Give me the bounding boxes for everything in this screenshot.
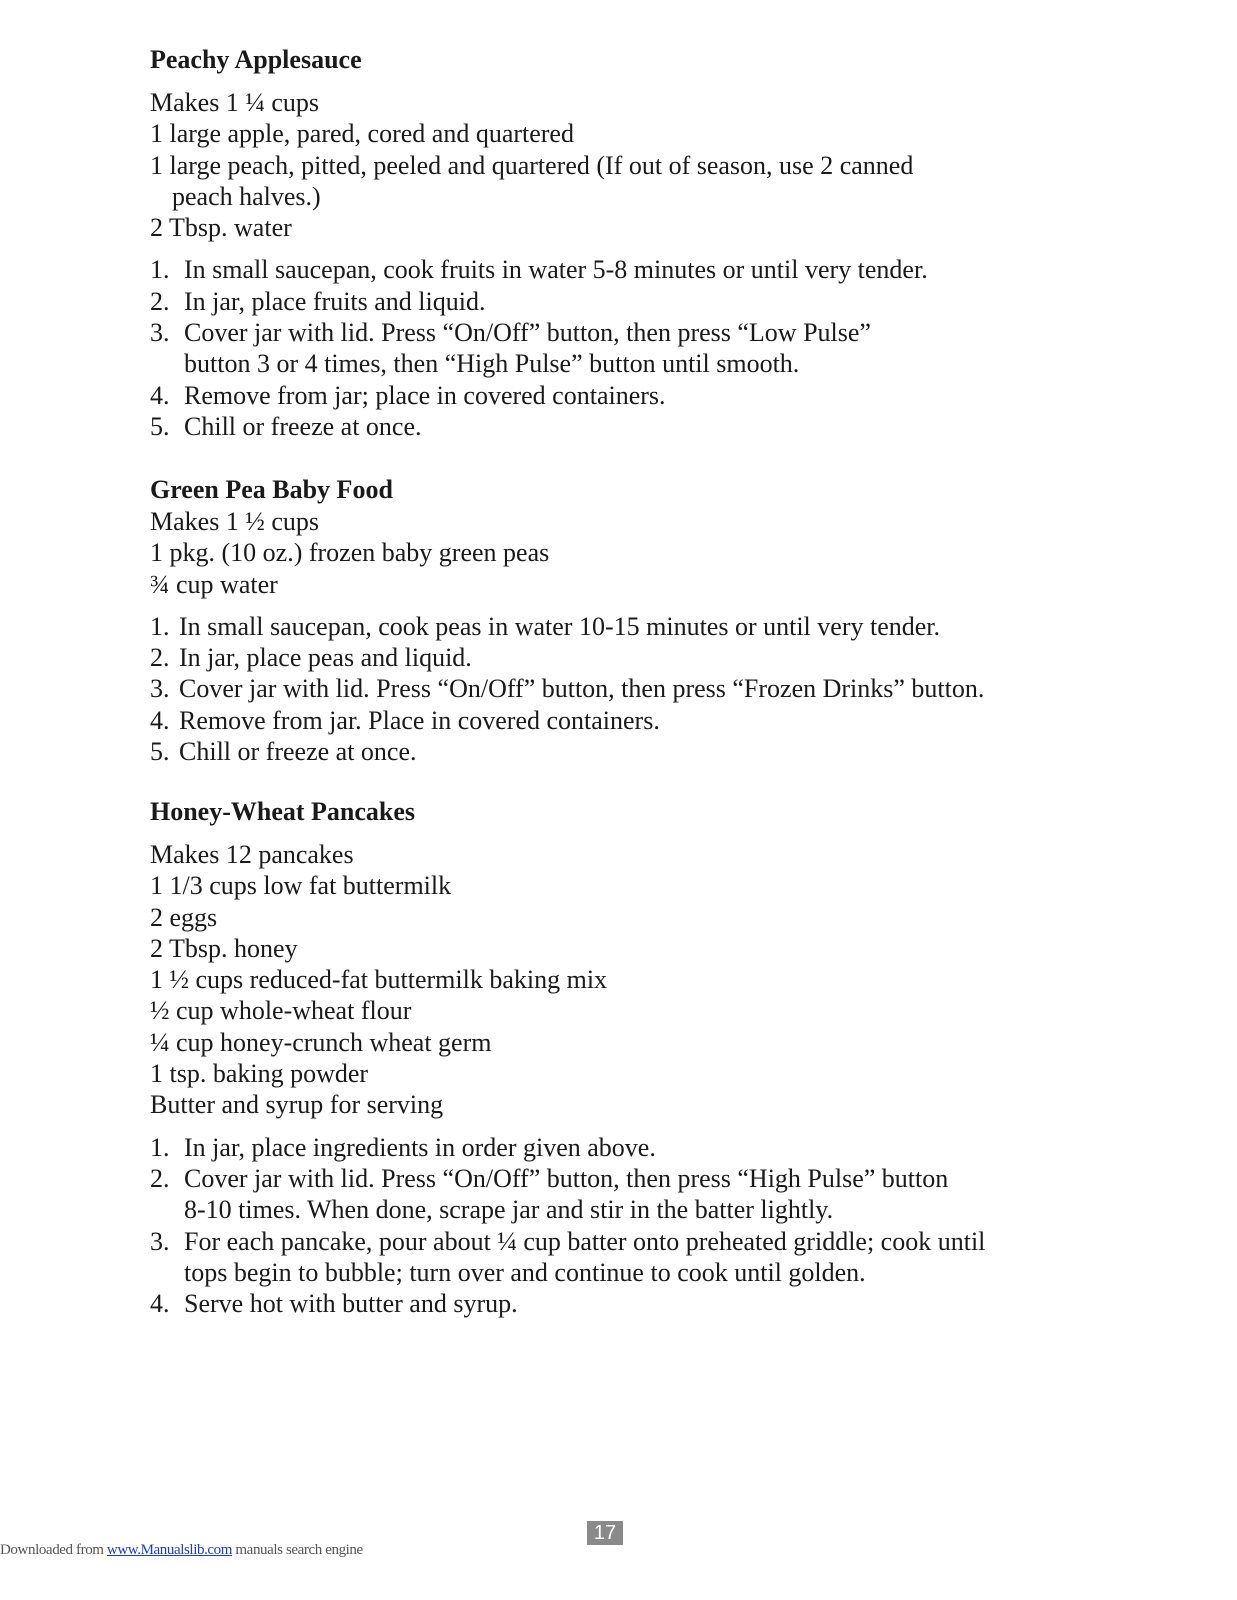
ingredient: 2 eggs	[150, 902, 218, 932]
step-text: Cover jar with lid. Press “On/Off” button, then press “High Pulse” button	[184, 1163, 949, 1193]
step-text: 8-10 times. When done, scrape jar and stir in the batter lightly.	[184, 1195, 834, 1225]
step	[150, 286, 1090, 317]
step	[150, 642, 1090, 673]
step	[150, 1163, 1090, 1194]
step-number: 2.	[150, 286, 170, 316]
step-text: button 3 or 4 times, then “High Pulse” button until smooth.	[184, 349, 800, 379]
step	[150, 317, 1090, 348]
step-number: 5.	[150, 737, 170, 767]
recipe-yield: Makes 12 pancakes	[150, 840, 354, 869]
step-text: In jar, place ingredients in order given above.	[184, 1132, 656, 1162]
step	[150, 736, 1090, 767]
step-text: Chill or freeze at once.	[179, 737, 417, 767]
page-number: 17	[587, 1521, 623, 1545]
ingredient: ¼ cup honey-crunch wheat germ	[150, 1027, 492, 1057]
recipe-peachy-applesauce	[150, 44, 1090, 442]
recipe-honey-wheat-pancakes	[150, 796, 1090, 1319]
step-text: In small saucepan, cook fruits in water 5-8 minutes or until very tender.	[184, 255, 928, 285]
recipe-title: Honey-Wheat Pancakes	[150, 797, 416, 826]
step-text: In jar, place fruits and liquid.	[184, 286, 486, 316]
ingredient: 2 Tbsp. water	[150, 213, 292, 243]
step	[150, 380, 1090, 411]
step	[150, 411, 1090, 442]
step-continuation	[150, 1194, 1090, 1225]
step-text: Cover jar with lid. Press “On/Off” button, then press “Low Pulse”	[184, 318, 871, 348]
step-number: 3.	[150, 674, 170, 704]
recipe-title: Peachy Applesauce	[150, 45, 362, 74]
step-number: 4.	[150, 380, 170, 410]
step-text: Cover jar with lid. Press “On/Off” button, then press “Frozen Drinks” button.	[179, 674, 985, 704]
step-number: 3.	[150, 318, 170, 348]
step	[150, 1226, 1090, 1257]
step	[150, 1288, 1090, 1319]
step-text: In jar, place peas and liquid.	[179, 643, 472, 673]
ingredient-continuation: peach halves.)	[172, 181, 321, 211]
ingredient: 1 large apple, pared, cored and quartered	[150, 119, 574, 149]
ingredient: 1 ½ cups reduced-fat buttermilk baking mix	[150, 965, 608, 995]
step-number: 2.	[150, 1163, 170, 1193]
ingredient: 2 Tbsp. honey	[150, 933, 298, 963]
step-continuation	[150, 1257, 1090, 1288]
footer-suffix: manuals search engine	[232, 1542, 363, 1558]
download-footer	[0, 1542, 363, 1559]
step-text: Remove from jar; place in covered containers.	[184, 380, 666, 410]
recipe-yield: Makes 1 ½ cups	[150, 507, 319, 536]
step	[150, 705, 1090, 736]
step-number: 1.	[150, 255, 170, 285]
step	[150, 1132, 1090, 1163]
recipe-yield: Makes 1 ¼ cups	[150, 88, 319, 117]
step-text: In small saucepan, cook peas in water 10-15 minutes or until very tender.	[179, 611, 941, 641]
step-text: For each pancake, pour about ¼ cup batter onto preheated griddle; cook until	[184, 1226, 986, 1256]
step-text: Chill or freeze at once.	[184, 411, 422, 441]
step-number: 5.	[150, 411, 170, 441]
step-text: Serve hot with butter and syrup.	[184, 1289, 518, 1319]
recipe-green-pea-baby-food	[150, 474, 1090, 767]
step	[150, 673, 1090, 704]
ingredient: Butter and syrup for serving	[150, 1090, 444, 1120]
step-number: 4.	[150, 705, 170, 735]
step-number: 1.	[150, 611, 170, 641]
recipe-title: Green Pea Baby Food	[150, 475, 393, 504]
step	[150, 254, 1090, 285]
manualslib-link[interactable]: www.Manualslib.com	[106, 1542, 233, 1558]
step-list	[150, 1132, 1090, 1320]
footer-prefix: Downloaded from	[0, 1542, 107, 1558]
step-number: 1.	[150, 1132, 170, 1162]
step-number: 2.	[150, 643, 170, 673]
ingredient: 1 large peach, pitted, peeled and quartered (If out of season, use 2 canned	[150, 150, 914, 180]
step-continuation	[150, 348, 1090, 379]
ingredient: ½ cup whole-wheat flour	[150, 996, 412, 1026]
ingredient: 1 1/3 cups low fat buttermilk	[150, 871, 452, 901]
step-list	[150, 611, 1090, 767]
step-number: 4.	[150, 1289, 170, 1319]
step-text: Remove from jar. Place in covered containers.	[179, 705, 660, 735]
step-text: tops begin to bubble; turn over and continue to cook until golden.	[184, 1257, 866, 1287]
step	[150, 611, 1090, 642]
step-list	[150, 254, 1090, 442]
ingredient: 1 tsp. baking powder	[150, 1059, 369, 1089]
ingredient: ¾ cup water	[150, 569, 278, 599]
step-number: 3.	[150, 1226, 170, 1256]
ingredient: 1 pkg. (10 oz.) frozen baby green peas	[150, 538, 550, 568]
